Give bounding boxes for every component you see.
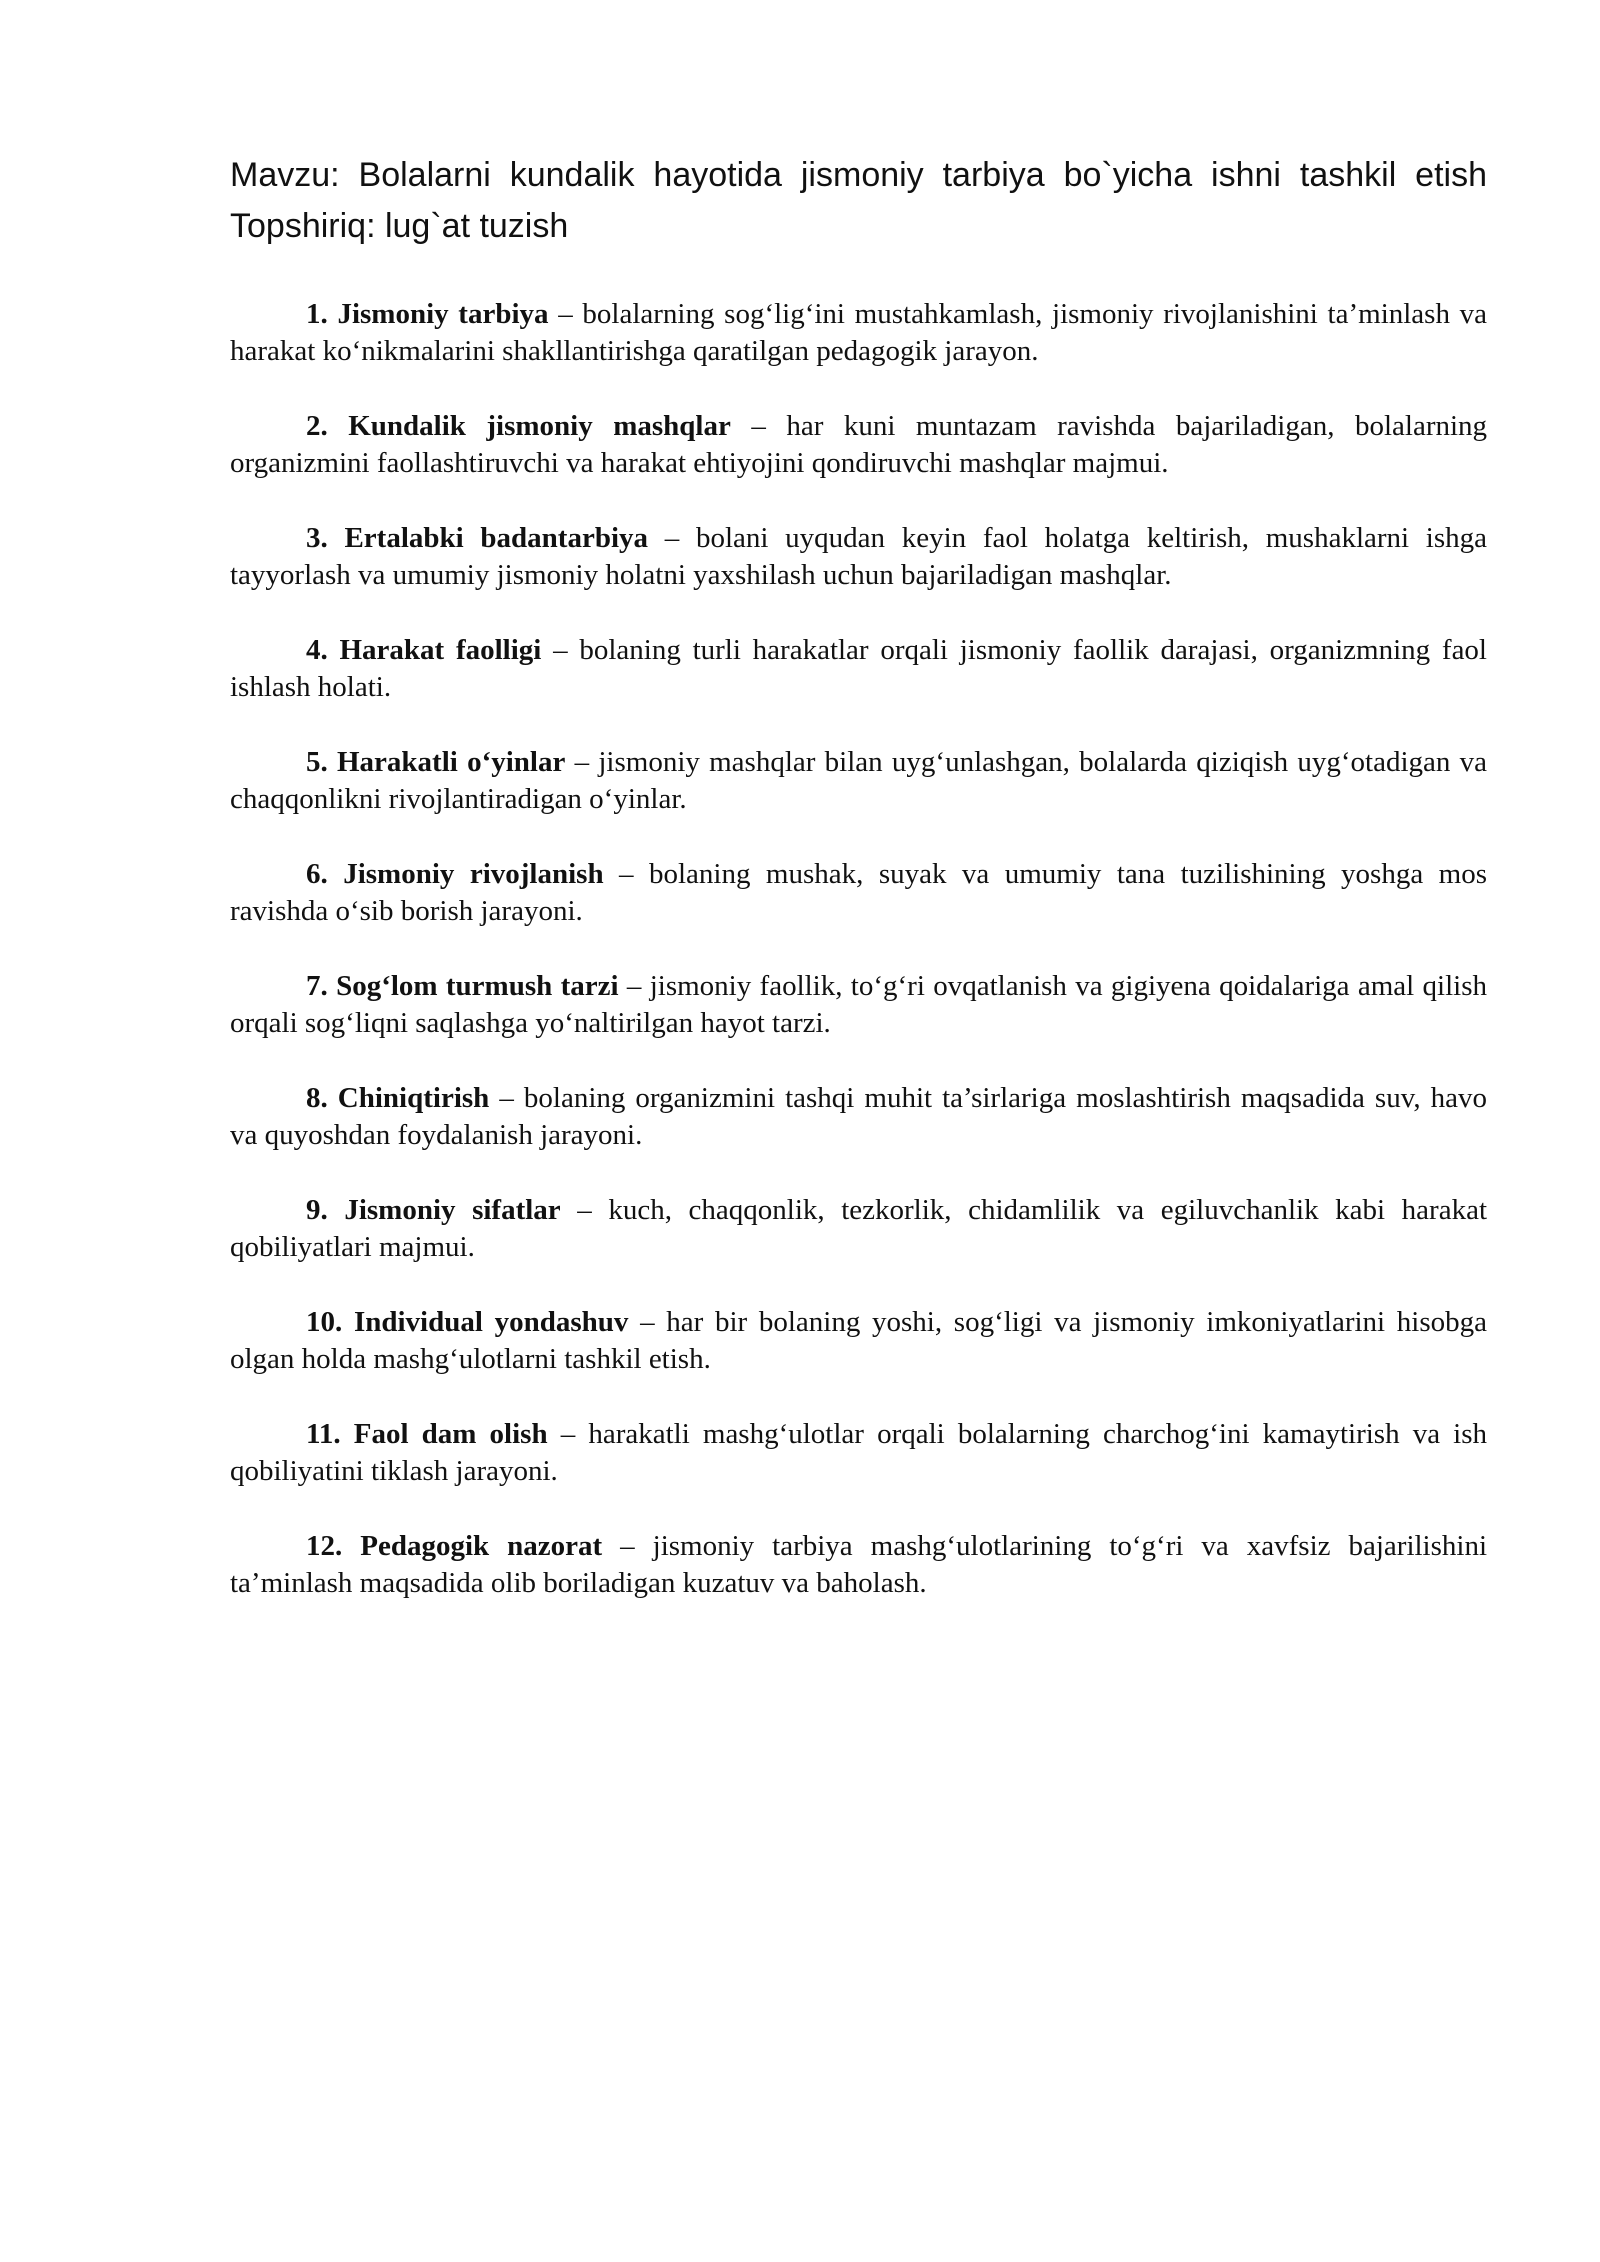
entry-number: 12. (306, 1530, 343, 1562)
task-heading: Topshiriq: lug`at tuzish (230, 207, 569, 245)
entry-number: 8. (306, 1082, 328, 1114)
entry-definition: har kuni muntazam ravishda bajariladigan, bolalarning organizmini faollashtiruvchi va harakat ehtiyojini qondiruvchi mashqlar majmui. (230, 410, 1488, 479)
entry-number: 7. (306, 970, 328, 1002)
entry-definition: jismoniy tarbiya mashg‘ulotlarining to‘g‘ri va xavfsiz bajarilishini ta’minlash maqsadida olib boriladigan kuzatuv va baholash. (230, 1530, 1488, 1599)
entry-number: 2. (306, 410, 328, 442)
entry-definition: bolaning turli harakatlar orqali jismoniy faollik darajasi, organizmning faol ishlash holati. (230, 634, 1487, 703)
entry-definition: bolaning organizmini tashqi muhit ta’sirlariga moslashtirish maqsadida suv, havo va quyoshdan foydalanish jarayoni. (230, 1082, 1487, 1151)
glossary-entry: 4. Harakat faolligi – bolaning turli harakatlar orqali jismoniy faollik darajasi, organizmning faol ishlash holati. (230, 634, 1487, 703)
document-page (230, 150, 1487, 1640)
entry-number: 10. (306, 1306, 343, 1338)
topic-heading: Mavzu: Bolalarni kundalik hayotida jismoniy tarbiya bo`yicha ishni tashkil etish (230, 156, 1487, 194)
entry-definition: bolaning mushak, suyak va umumiy tana tuzilishining yoshga mos ravishda o‘sib borish jarayoni. (230, 858, 1488, 927)
entry-number: 5. (306, 746, 328, 778)
entry-number: 1. (306, 298, 328, 330)
entry-definition: har bir bolaning yoshi, sog‘ligi va jismoniy imkoniyatlarini hisobga olgan holda mashg‘ulotlarni tashkil etish. (230, 1306, 1488, 1375)
glossary-entry: 3. Ertalabki badantarbiya – bolani uyqudan keyin faol holatga keltirish, mushaklarni ishga tayyorlash va umumiy jismoniy holatni yaxshilash uchun bajariladigan mashqlar. (230, 522, 1488, 591)
entry-term: Pedagogik nazorat (360, 1530, 603, 1562)
entry-term: Chiniqtirish (337, 1082, 490, 1114)
entry-term: Jismoniy tarbiya (337, 298, 549, 330)
entry-definition: jismoniy faollik, to‘g‘ri ovqatlanish va gigiyena qoidalariga amal qilish orqali sog‘liqni saqlashga yo‘naltirilgan hayot tarzi. (230, 970, 1488, 1039)
entry-term: Harakat faolligi (339, 634, 542, 666)
entry-number: 4. (306, 634, 328, 666)
entry-term: Sog‘lom turmush tarzi (336, 970, 619, 1002)
entry-term: Faol dam olish (353, 1418, 548, 1450)
entry-term: Jismoniy rivojlanish (343, 858, 604, 890)
glossary-entry: 11. Faol dam olish – harakatli mashg‘ulotlar orqali bolalarning charchog‘ini kamaytirish va ish qobiliyatini tiklash jarayoni. (230, 1418, 1488, 1487)
glossary-list (230, 296, 1487, 1602)
entry-definition: kuch, chaqqonlik, tezkorlik, chidamlilik va egiluvchanlik kabi harakat qobiliyatlari majmui. (230, 1194, 1487, 1263)
entry-definition: jismoniy mashqlar bilan uyg‘unlashgan, bolalarda qiziqish uyg‘otadigan va chaqqonlikni rivojlantiradigan o‘yinlar. (230, 746, 1487, 815)
entry-term: Harakatli o‘yinlar (337, 746, 566, 778)
glossary-entry: 1. Jismoniy tarbiya – bolalarning sog‘lig‘ini mustahkamlash, jismoniy rivojlanishini ta’minlash va harakat ko‘nikmalarini shakllantirishga qaratilgan pedagogik jarayon. (230, 298, 1488, 367)
entry-definition: bolani uyqudan keyin faol holatga keltirish, mushaklarni ishga tayyorlash va umumiy jismoniy holatni yaxshilash uchun bajariladigan mashqlar. (230, 522, 1488, 591)
entry-number: 11. (306, 1418, 341, 1450)
glossary-entry: 10. Individual yondashuv – har bir bolaning yoshi, sog‘ligi va jismoniy imkoniyatlarini hisobga olgan holda mashg‘ulotlarni tashkil etish. (230, 1306, 1488, 1375)
entry-definition: bolalarning sog‘lig‘ini mustahkamlash, jismoniy rivojlanishini ta’minlash va harakat ko‘nikmalarini shakllantirishga qaratilgan pedagogik jarayon. (230, 298, 1488, 367)
glossary-entry: 12. Pedagogik nazorat – jismoniy tarbiya mashg‘ulotlarining to‘g‘ri va xavfsiz bajarilishini ta’minlash maqsadida olib boriladigan kuzatuv va baholash. (230, 1530, 1488, 1599)
glossary-entry: 8. Chiniqtirish – bolaning organizmini tashqi muhit ta’sirlariga moslashtirish maqsadida suv, havo va quyoshdan foydalanish jarayoni. (230, 1082, 1487, 1151)
glossary-entry: 5. Harakatli o‘yinlar – jismoniy mashqlar bilan uyg‘unlashgan, bolalarda qiziqish uyg‘otadigan va chaqqonlikni rivojlantiradigan o‘yinlar. (230, 746, 1487, 815)
glossary-entry: 2. Kundalik jismoniy mashqlar – har kuni muntazam ravishda bajariladigan, bolalarning organizmini faollashtiruvchi va harakat ehtiyojini qondiruvchi mashqlar majmui. (230, 410, 1488, 479)
entry-term: Jismoniy sifatlar (344, 1194, 561, 1226)
glossary-entry: 7. Sog‘lom turmush tarzi – jismoniy faollik, to‘g‘ri ovqatlanish va gigiyena qoidalariga amal qilish orqali sog‘liqni saqlashga yo‘naltirilgan hayot tarzi. (230, 970, 1488, 1039)
glossary-entry: 6. Jismoniy rivojlanish – bolaning mushak, suyak va umumiy tana tuzilishining yoshga mos ravishda o‘sib borish jarayoni. (230, 858, 1488, 927)
entry-number: 3. (306, 522, 328, 554)
entry-definition: harakatli mashg‘ulotlar orqali bolalarning charchog‘ini kamaytirish va ish qobiliyatini tiklash jarayoni. (230, 1418, 1488, 1487)
entry-term: Ertalabki badantarbiya (344, 522, 649, 554)
entry-number: 6. (306, 858, 328, 890)
entry-term: Kundalik jismoniy mashqlar (348, 410, 731, 442)
glossary-entry: 9. Jismoniy sifatlar – kuch, chaqqonlik, tezkorlik, chidamlilik va egiluvchanlik kabi harakat qobiliyatlari majmui. (230, 1194, 1487, 1263)
entry-number: 9. (306, 1194, 328, 1226)
entry-term: Individual yondashuv (353, 1306, 629, 1338)
